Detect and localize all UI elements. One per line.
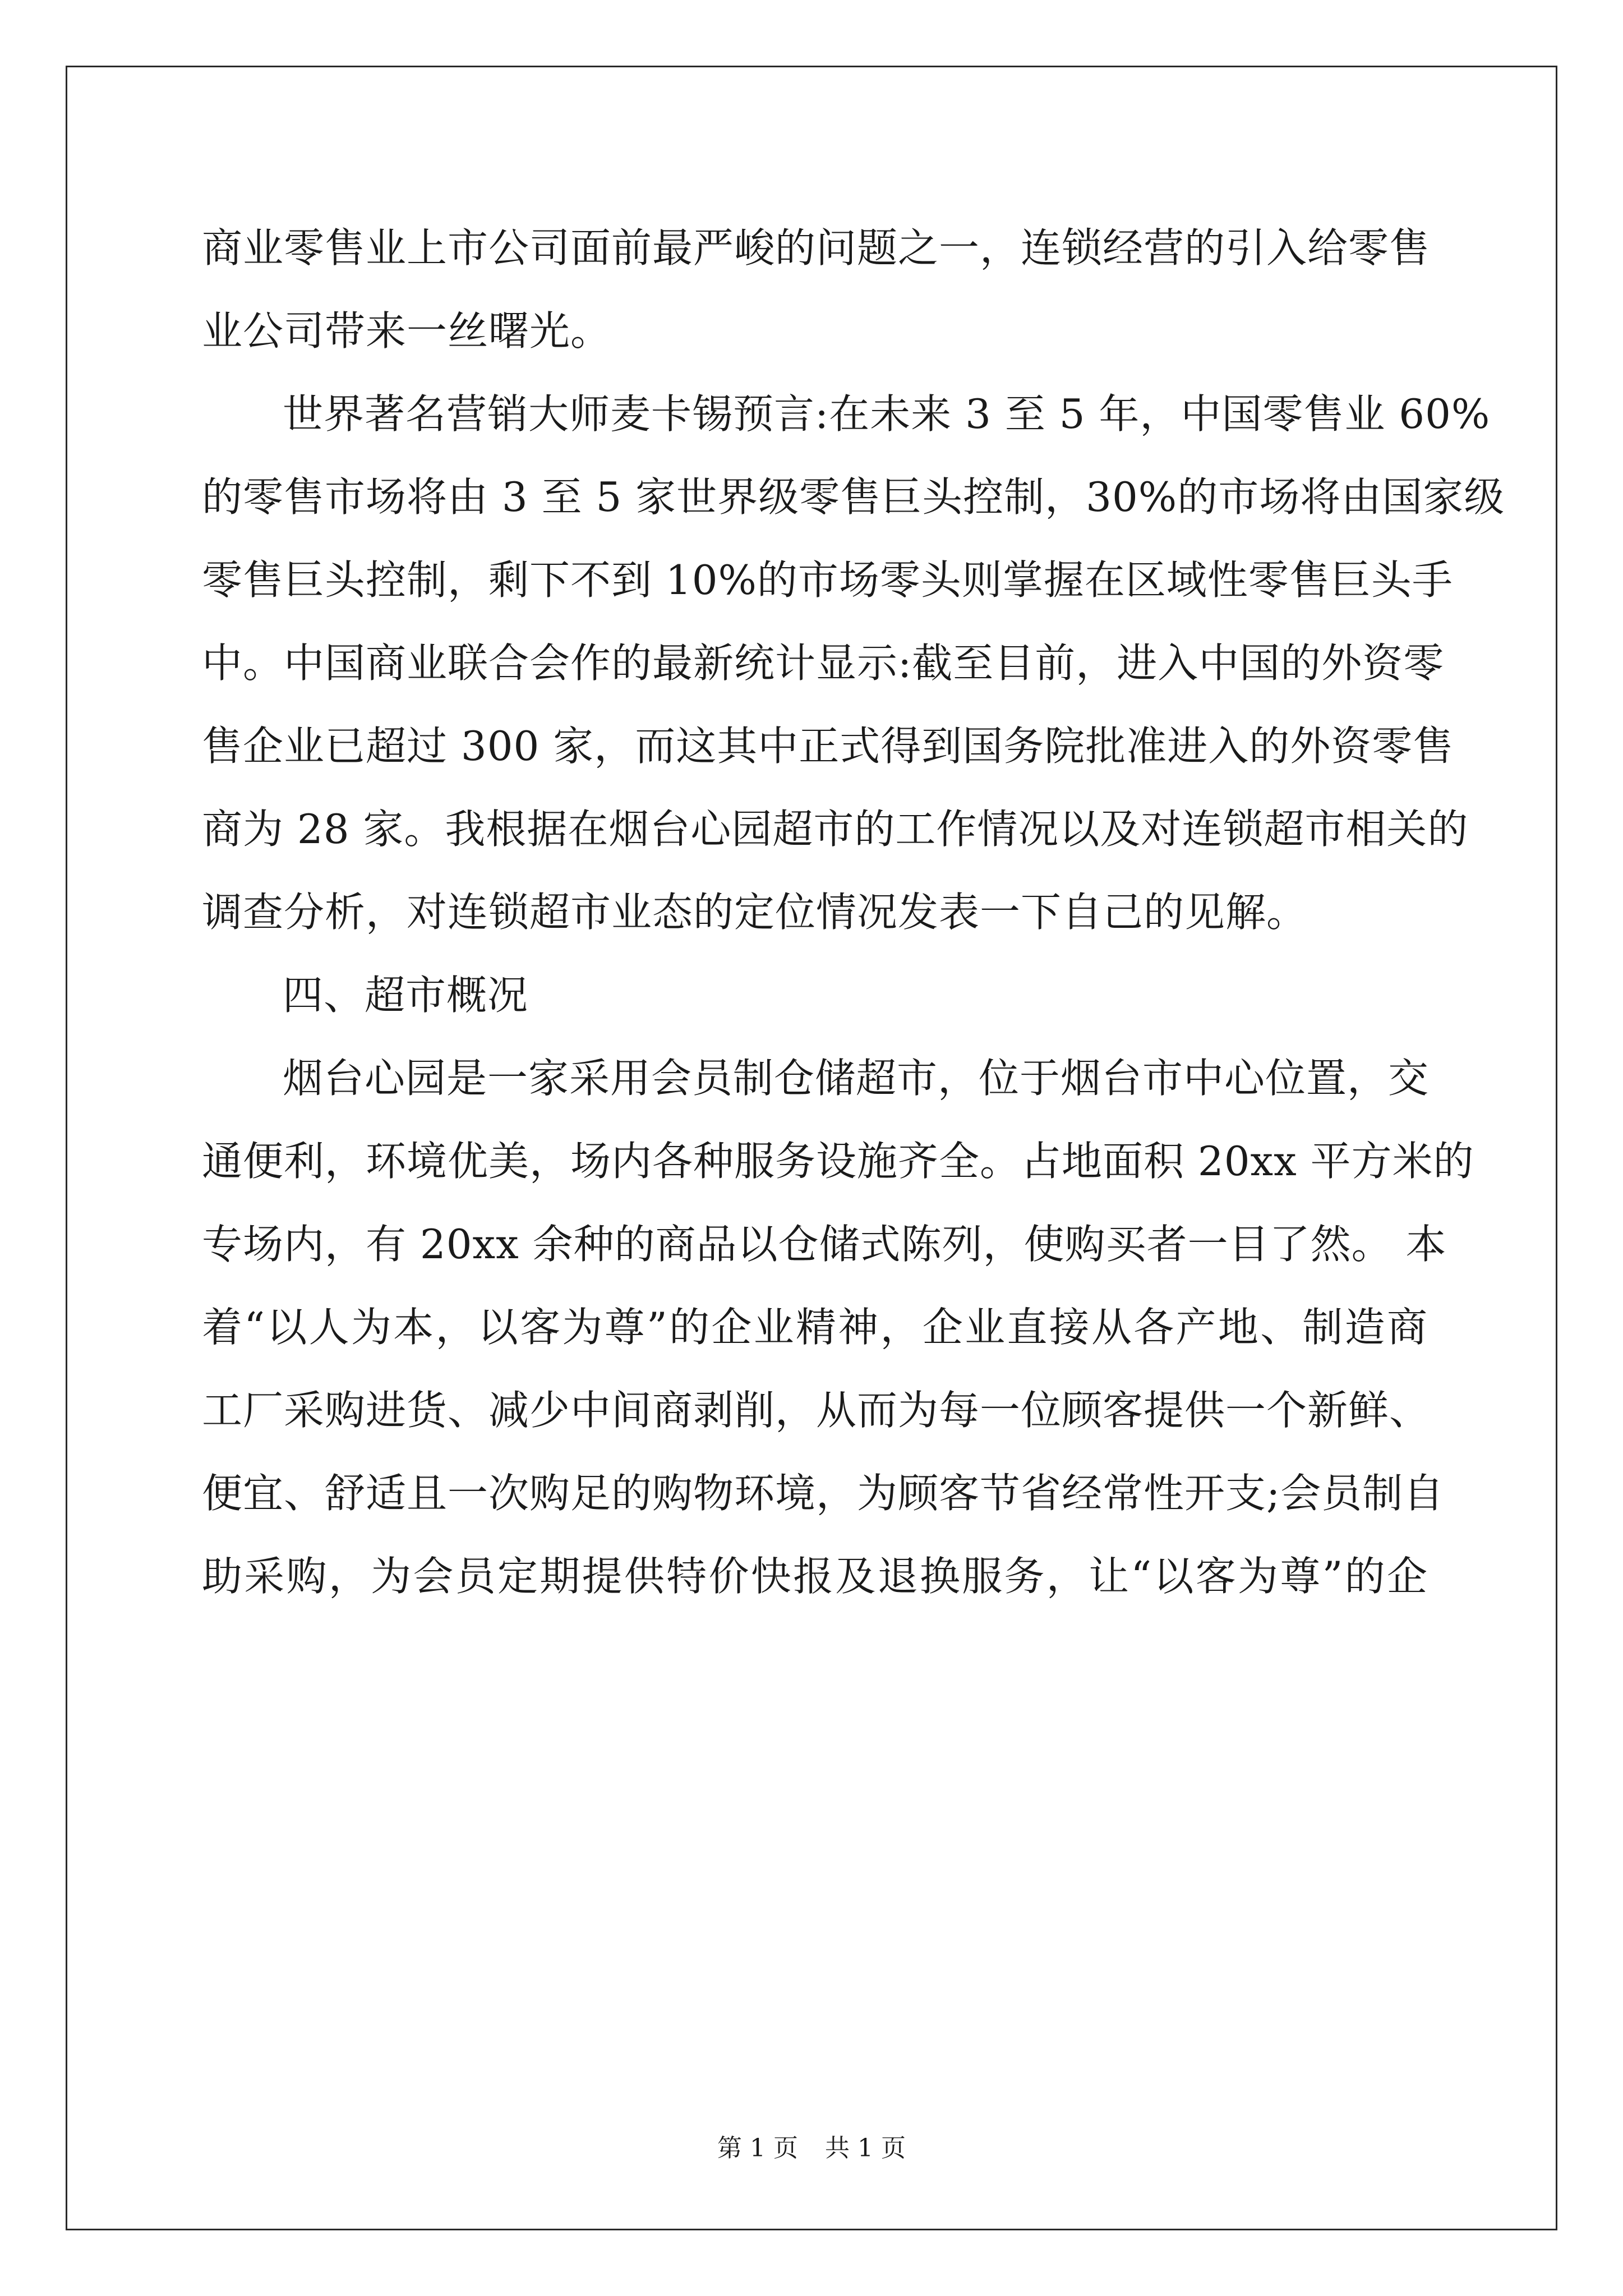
text-line: 世界著名营销大师麦卡锡预言:在未来 3 至 5 年，中国零售业 60% (283, 390, 1491, 438)
text-line: 的零售市场将由 3 至 5 家世界级零售巨头控制，30%的市场将由国家级 (202, 473, 1505, 521)
page-footer (0, 2132, 1623, 2165)
text-line: 商业零售业上市公司面前最严峻的问题之一，连锁经营的引入给零售 (202, 224, 1431, 272)
paragraph (202, 372, 1505, 954)
text-line: 着“以人为本，以客为尊”的企业精神，企业直接从各产地、制造商 (202, 1304, 1428, 1351)
section-heading (202, 954, 1428, 1037)
text-line: 零售巨头控制，剩下不到 10%的市场零头则掌握在区域性零售巨头手 (202, 556, 1453, 604)
text-line: 烟台心园是一家采用会员制仓储超市，位于烟台市中心位置，交 (283, 1055, 1430, 1102)
page-total: 共 1 页 (825, 2134, 906, 2162)
paragraph (202, 206, 1431, 372)
page-number: 第 1 页 (717, 2134, 798, 2162)
text-line: 工厂采购进货、减少中间商剥削，从而为每一位顾客提供一个新鲜、 (202, 1387, 1431, 1434)
text-line: 调查分析，对连锁超市业态的定位情况发表一下自己的见解。 (202, 889, 1308, 936)
text-line: 业公司带来一丝曙光。 (202, 307, 612, 355)
text-line: 便宜、舒适且一次购足的购物环境，为顾客节省经常性开支;会员制自 (202, 1470, 1445, 1517)
text-line: 通便利，环境优美，场内各种服务设施齐全。占地面积 20xx 平方米的 (202, 1138, 1474, 1185)
text-line: 中。中国商业联合会作的最新统计显示:截至目前，进入中国的外资零 (202, 639, 1445, 687)
paragraph (202, 1037, 1474, 1618)
document-body (202, 206, 1505, 1618)
section-heading-text: 四、超市概况 (283, 972, 529, 1019)
text-line: 助采购，为会员定期提供特价快报及退换服务，让“以客为尊”的企 (202, 1553, 1428, 1600)
text-line: 售企业已超过 300 家，而这其中正式得到国务院批准进入的外资零售 (202, 723, 1454, 770)
text-line: 专场内，有 20xx 余种的商品以仓储式陈列，使购买者一目了然。 本 (202, 1221, 1447, 1268)
text-line: 商为 28 家。我根据在烟台心园超市的工作情况以及对连锁超市相关的 (202, 806, 1469, 853)
